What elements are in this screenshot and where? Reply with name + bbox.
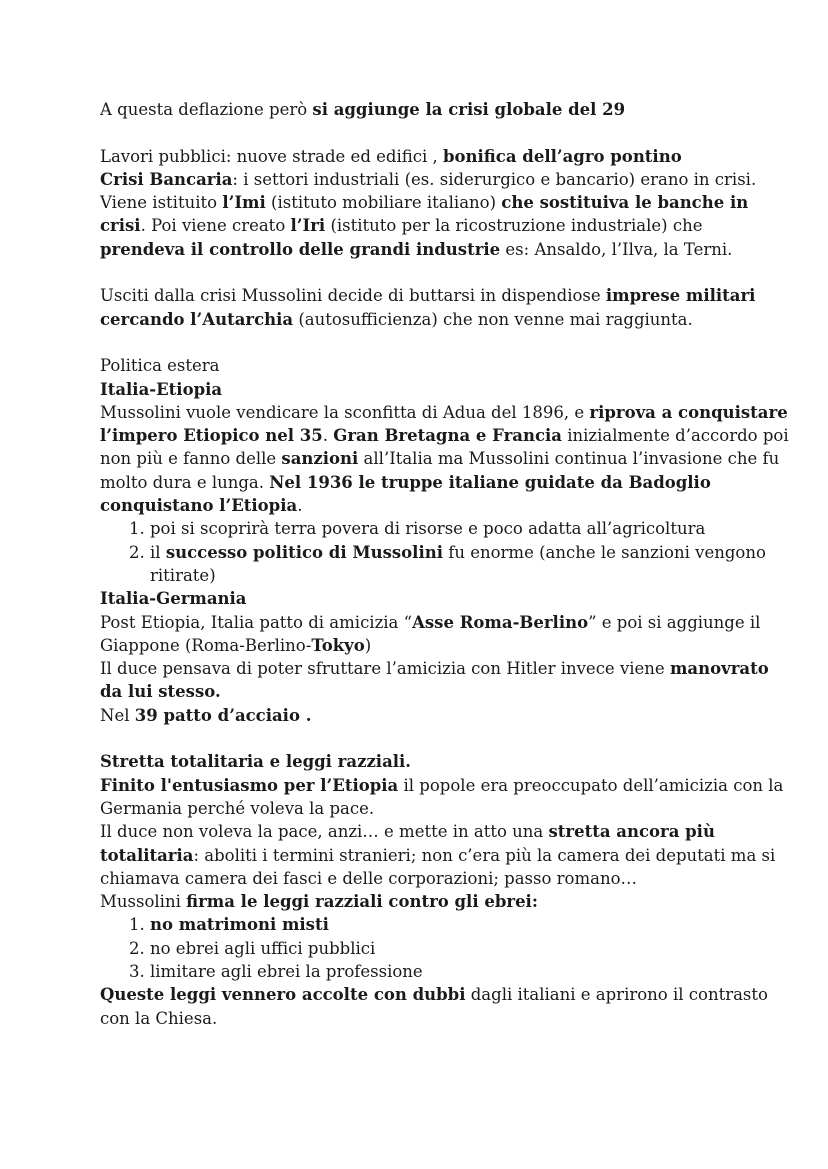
- stretta-heading: Stretta totalitaria e leggi razziali.: [100, 752, 412, 772]
- italia-germania-heading: Italia-Germania: [100, 589, 247, 609]
- germania-paragraph: [100, 611, 790, 727]
- list-item: 1. poi si scoprirà terra povera di risorse e poco adatta all’agricoltura: [150, 517, 790, 540]
- etiopia-text: Mussolini vuole vendicare la sconfitta di Adua del 1896, e: [100, 402, 590, 422]
- lavori-text: Lavori pubblici: nuove strade ed edifici ,: [100, 146, 443, 166]
- stretta-text-2: Il duce non voleva la pace, anzi… e mette in atto una: [100, 822, 549, 842]
- imi-text: Viene istituito: [100, 193, 223, 213]
- list-item: [150, 541, 790, 588]
- spacer: [100, 331, 790, 354]
- etiopia-list: [100, 517, 790, 587]
- etiopia-text-2: .: [322, 426, 334, 446]
- stretta-bold-2: stretta ancora più totalitaria: [100, 822, 715, 865]
- germania-bold-3: manovrato da lui stesso.: [100, 659, 769, 702]
- iri-bold: l’Iri: [290, 216, 326, 236]
- usciti-bold: imprese militari cercando l’Autarchia: [100, 286, 756, 329]
- italia-etiopia-heading: Italia-Etiopia: [100, 379, 223, 399]
- stretta-text-4: Mussolini: [100, 892, 187, 912]
- etiopia-text-3: inizialmente d’accordo poi non più e fanno delle: [100, 426, 789, 469]
- lavori-bold: bonifica dell’agro pontino: [443, 146, 682, 166]
- usciti-text-2: (autosufficienza) che non venne mai raggiunta.: [293, 309, 693, 329]
- imi-bold-2: che sostituiva le banche in crisi: [100, 193, 749, 236]
- list-item-bold: no matrimoni misti: [150, 915, 329, 935]
- intro-text: A questa deflazione però: [100, 100, 313, 119]
- etiopia-paragraph: [100, 401, 790, 517]
- leggi-list: [100, 913, 790, 983]
- germania-text: Post Etiopia, Italia patto di amicizia “: [100, 612, 413, 632]
- list-item-text-2: fu enorme (anche le sanzioni vengono ritirate): [150, 542, 766, 585]
- intro-bold: si aggiunge la crisi globale del 29: [312, 100, 626, 119]
- spacer: [100, 727, 790, 750]
- stretta-text: il popole era preoccupato dell’amicizia con la Germania perché voleva la pace.: [100, 775, 784, 818]
- document-page: [100, 98, 790, 1030]
- iri-text: . Poi viene creato: [140, 216, 291, 236]
- list-item: 3. limitare agli ebrei la professione: [150, 960, 790, 983]
- etiopia-bold-2: Gran Bretagna e Francia: [333, 426, 562, 446]
- etiopia-bold-3: sanzioni: [281, 449, 359, 469]
- imi-text-2: (istituto mobiliare italiano): [265, 193, 502, 213]
- germania-text-3: ): [364, 635, 372, 655]
- etiopia-text-5: .: [297, 496, 303, 516]
- etiopia-text-4: all’Italia ma Mussolini continua l’invasione che fu molto dura e lunga.: [100, 449, 780, 492]
- list-item-text: il: [150, 542, 166, 562]
- list-item: 2. no ebrei agli uffici pubblici: [150, 937, 790, 960]
- usciti-text: Usciti dalla crisi Mussolini decide di buttarsi in dispendiose: [100, 286, 606, 306]
- stretta-paragraph: [100, 774, 790, 914]
- iri-text-3: es: Ansaldo, l’Ilva, la Terni.: [500, 239, 733, 259]
- stretta-text-3: : aboliti i termini stranieri; non c’era più la camera dei deputati ma si chiamava camera dei fasci e delle corporazioni; passo romano…: [100, 845, 776, 888]
- etiopia-bold-4: Nel 1936 le truppe italiane guidate da Badoglio conquistano l’Etiopia: [100, 472, 711, 516]
- germania-text-5: Nel: [100, 705, 135, 725]
- etiopia-bold: riprova a conquistare l’impero Etiopico nel 35: [100, 402, 788, 446]
- crisi-text: : i settori industriali (es. siderurgico e bancario) erano in crisi.: [232, 169, 757, 189]
- conclusion-text: dagli italiani e aprirono il contrasto con la Chiesa.: [100, 985, 768, 1028]
- stretta-bold-3: firma le leggi razziali contro gli ebrei:: [186, 892, 538, 912]
- politica-estera-title: Politica estera: [100, 356, 220, 376]
- intro-paragraph: [100, 98, 790, 121]
- usciti-paragraph: [100, 284, 790, 331]
- germania-bold-2: Tokyo: [311, 635, 365, 655]
- list-item: [150, 913, 790, 936]
- germania-bold: Asse Roma-Berlino: [412, 612, 589, 632]
- list-item-bold: successo politico di Mussolini: [165, 542, 443, 562]
- germania-bold-4: 39 patto d’acciaio .: [134, 705, 312, 725]
- lavori-paragraph: [100, 145, 790, 261]
- crisi-label: Crisi Bancaria: [100, 169, 233, 189]
- germania-text-2: ” e poi si aggiunge il Giappone (Roma-Berlino-: [100, 612, 761, 655]
- stretta-bold: Finito l'entusiasmo per l’Etiopia: [100, 775, 399, 795]
- spacer: [100, 121, 790, 144]
- leggi-conclusion: [100, 983, 790, 1030]
- spacer: [100, 261, 790, 284]
- conclusion-bold: Queste leggi vennero accolte con dubbi: [100, 985, 466, 1005]
- germania-text-4: Il duce pensava di poter sfruttare l’amicizia con Hitler invece viene: [100, 659, 670, 679]
- iri-text-2: (istituto per la ricostruzione industriale) che: [325, 216, 703, 236]
- imi-bold: l’Imi: [222, 193, 266, 213]
- iri-bold-2: prendeva il controllo delle grandi industrie: [100, 239, 501, 259]
